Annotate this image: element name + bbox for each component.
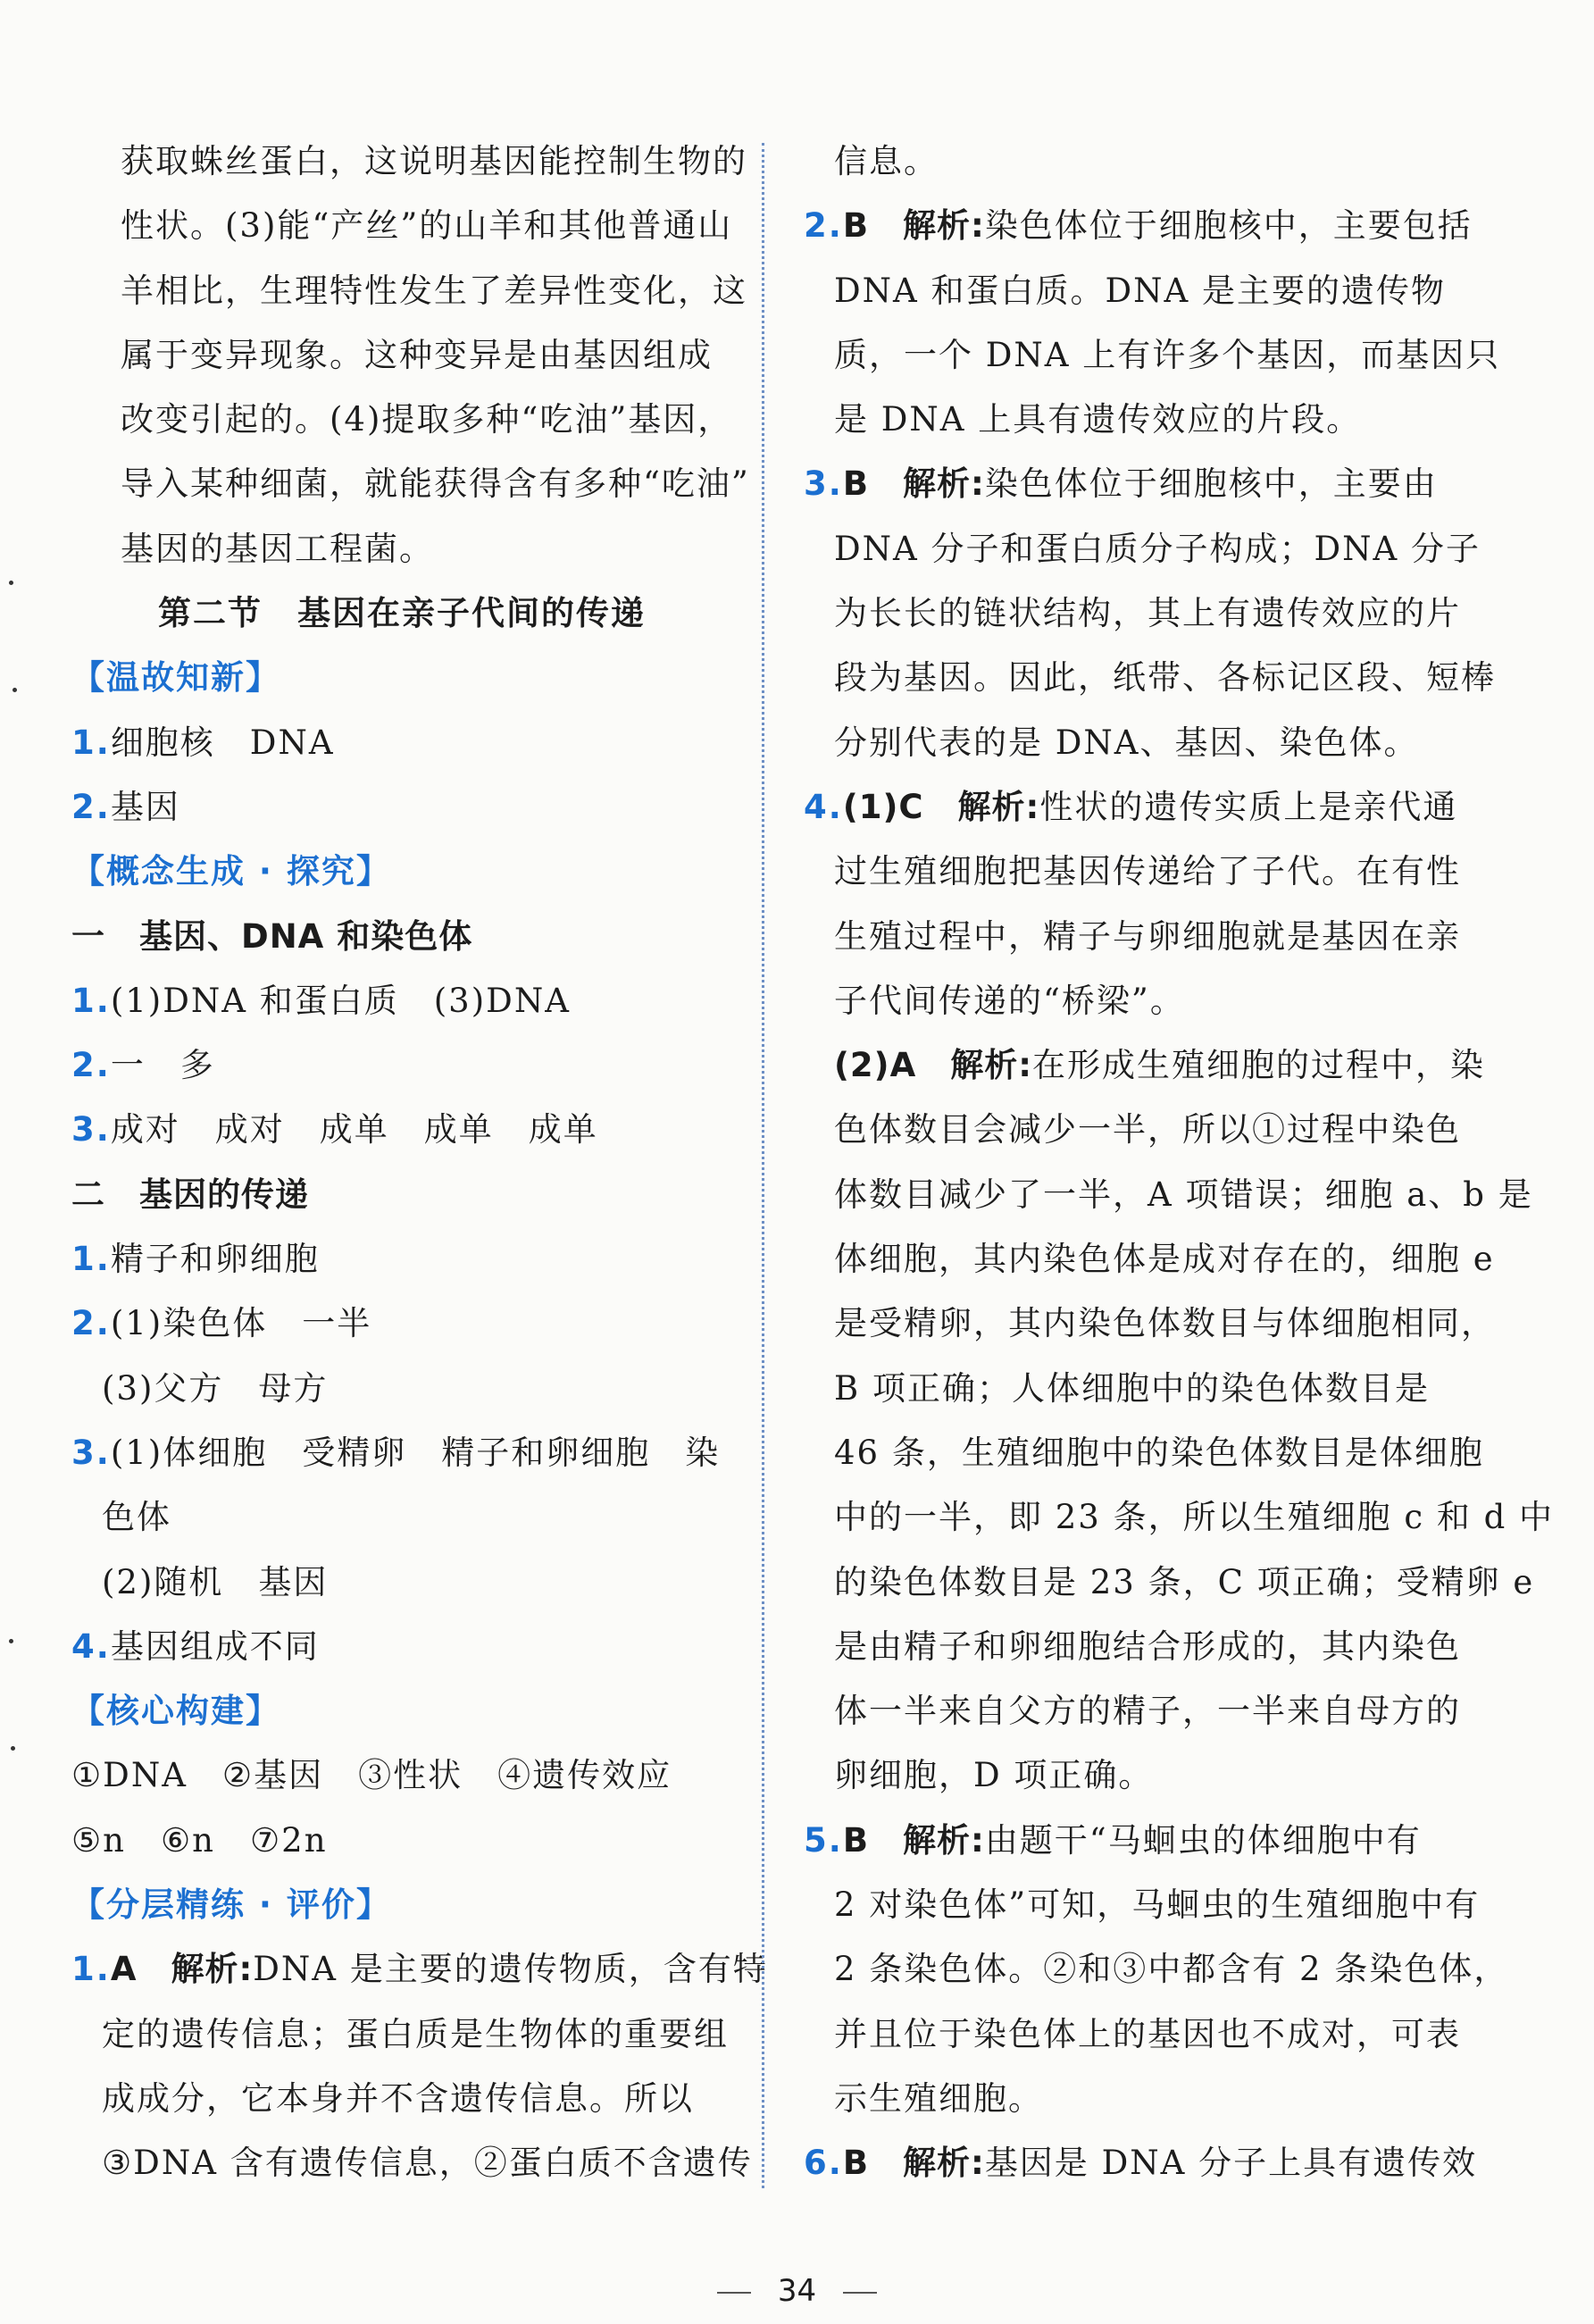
answer-item bbox=[804, 775, 1458, 840]
answer-label: (2)A 解析: bbox=[834, 1046, 1032, 1085]
item-number: 4. bbox=[71, 1626, 111, 1666]
footer-dash-left bbox=[717, 2292, 751, 2294]
answer-label: B 解析: bbox=[842, 464, 985, 504]
answer-text: 是由精子和卵细胞结合形成的，其内染色 bbox=[834, 1626, 1461, 1666]
subsection-heading-text: 一 基因、DNA 和染色体 bbox=[71, 916, 473, 956]
answer-text: 为长长的链状结构，其上有遗传效应的片 bbox=[834, 594, 1461, 633]
answer-text: ③DNA 含有遗传信息，②蛋白质不含遗传 bbox=[102, 2144, 753, 2183]
section-title-text: 第二节 基因在亲子代间的传递 bbox=[158, 594, 646, 633]
text-line bbox=[71, 130, 747, 194]
item-number: 1. bbox=[71, 723, 111, 762]
item-number: 5. bbox=[804, 1820, 843, 1860]
text-line bbox=[804, 1743, 1447, 1808]
paragraph-text: 基因的基因工程菌。 bbox=[121, 529, 434, 568]
answer-text: 基因组成不同 bbox=[110, 1626, 320, 1666]
paragraph-text: 获取蛛丝蛋白，这说明基因能控制生物的 bbox=[121, 142, 747, 180]
answer-text: 并且位于染色体上的基因也不成对，可表 bbox=[834, 2014, 1461, 2053]
answer-item bbox=[71, 1615, 732, 1679]
answer-text: 染色体位于细胞核中，主要由 bbox=[984, 464, 1438, 504]
text-line bbox=[71, 517, 732, 581]
footer-dash-right bbox=[843, 2292, 877, 2294]
text-line bbox=[804, 1485, 1555, 1550]
text-line bbox=[804, 259, 1447, 323]
text-line bbox=[804, 1551, 1535, 1615]
margin-dot bbox=[9, 581, 13, 585]
item-number: 3. bbox=[71, 1433, 111, 1472]
text-line bbox=[804, 1227, 1495, 1292]
item-number: 2. bbox=[71, 787, 111, 826]
item-number: 3. bbox=[804, 464, 843, 504]
answer-text: ①DNA ②基因 ③性状 ④遗传效应 bbox=[71, 1756, 672, 1795]
answer-text: 性状的遗传实质上是亲代通 bbox=[1039, 787, 1458, 826]
item-number: 2. bbox=[71, 1304, 111, 1343]
answer-item bbox=[71, 1033, 732, 1098]
answer-text: 细胞核 DNA bbox=[110, 723, 335, 762]
answer-text: 基因 bbox=[110, 787, 180, 826]
answer-text: 成对 成对 成单 成单 成单 bbox=[110, 1110, 598, 1149]
text-line bbox=[804, 1615, 1461, 1679]
text-line bbox=[71, 2067, 732, 2131]
text-line bbox=[804, 1937, 1509, 2002]
item-number: 4. bbox=[804, 787, 843, 826]
text-line bbox=[71, 1485, 732, 1550]
page-number: 34 bbox=[777, 2273, 817, 2309]
answer-text: 2 对染色体”可知，马蛔虫的生殖细胞中有 bbox=[834, 1885, 1481, 1925]
answer-text: 体数目减少了一半，A 项错误；细胞 a、b 是 bbox=[834, 1175, 1533, 1214]
paragraph-text: 导入某种细菌，就能获得含有多种“吃油” bbox=[121, 464, 750, 504]
section-header-text: 【温故知新】 bbox=[71, 658, 280, 698]
answer-item bbox=[71, 1421, 732, 1485]
answer-text: 信息。 bbox=[834, 142, 939, 180]
text-line bbox=[804, 1098, 1461, 1162]
text-line bbox=[71, 1357, 732, 1421]
section-header bbox=[71, 646, 732, 710]
text-line bbox=[804, 1357, 1447, 1421]
answer-text: 基因是 DNA 分子上具有遗传效 bbox=[984, 2144, 1478, 2183]
item-number: 1. bbox=[71, 1240, 111, 1279]
text-line bbox=[71, 2002, 732, 2067]
section-header bbox=[71, 840, 732, 904]
answer-text: 体一半来自父方的精子，一半来自母方的 bbox=[834, 1692, 1461, 1731]
answer-text: DNA 分子和蛋白质分子构成；DNA 分子 bbox=[834, 529, 1481, 568]
paragraph-text: 性状。(3)能“产丝”的山羊和其他普通山 bbox=[121, 206, 733, 246]
answer-text: 一 多 bbox=[110, 1046, 215, 1085]
answer-item bbox=[804, 194, 1473, 258]
answer-text: 是受精卵，其内染色体数目与体细胞相同， bbox=[834, 1304, 1496, 1343]
answer-text: 精子和卵细胞 bbox=[110, 1240, 320, 1279]
item-number: 3. bbox=[71, 1110, 111, 1149]
text-line bbox=[804, 711, 1447, 775]
answer-text: 色体数目会减少一半，所以①过程中染色 bbox=[834, 1110, 1461, 1149]
section-title bbox=[71, 581, 732, 646]
answer-text: 中的一半，即 23 条，所以生殖细胞 c 和 d 中 bbox=[834, 1498, 1555, 1537]
text-line bbox=[804, 581, 1461, 646]
item-number: 2. bbox=[71, 1046, 111, 1085]
item-number: 6. bbox=[804, 2144, 843, 2183]
answer-item bbox=[71, 1098, 732, 1162]
answer-item bbox=[71, 711, 732, 775]
answer-text: 体细胞，其内染色体是成对存在的，细胞 e bbox=[834, 1240, 1495, 1279]
text-line bbox=[71, 194, 732, 258]
text-line bbox=[804, 905, 1461, 969]
answer-text: B 项正确；人体细胞中的染色体数目是 bbox=[834, 1368, 1430, 1408]
text-line bbox=[804, 969, 1447, 1033]
text-line bbox=[804, 1421, 1484, 1485]
answer-item bbox=[804, 2131, 1478, 2195]
item-number: 1. bbox=[71, 1950, 111, 1989]
section-header bbox=[71, 1873, 732, 1937]
answer-text: 2 条染色体。②和③中都含有 2 条染色体， bbox=[834, 1950, 1509, 1989]
right-column bbox=[804, 130, 1555, 2196]
section-header bbox=[71, 1679, 732, 1743]
text-line bbox=[804, 840, 1461, 904]
answer-item bbox=[71, 1937, 768, 2002]
answer-item bbox=[71, 1227, 732, 1292]
answer-text: (1)体细胞 受精卵 精子和卵细胞 染 bbox=[110, 1433, 721, 1472]
section-header-text: 【概念生成 · 探究】 bbox=[71, 852, 391, 891]
answer-item bbox=[804, 452, 1447, 516]
answer-item bbox=[804, 1809, 1447, 1873]
answer-text: 分别代表的是 DNA、基因、染色体。 bbox=[834, 723, 1419, 762]
text-line bbox=[71, 1551, 732, 1615]
margin-dot bbox=[9, 1639, 13, 1643]
answer-text: 的染色体数目是 23 条，C 项正确；受精卵 e bbox=[834, 1562, 1535, 1601]
text-line bbox=[804, 323, 1501, 388]
answer-text: (2)随机 基因 bbox=[102, 1562, 329, 1601]
paragraph-text: 改变引起的。(4)提取多种“吃油”基因， bbox=[121, 400, 733, 439]
answer-label: (1)C 解析: bbox=[842, 787, 1040, 826]
text-line bbox=[71, 2131, 753, 2195]
subsection-heading-text: 二 基因的传递 bbox=[71, 1175, 309, 1214]
text-line bbox=[804, 517, 1481, 581]
answer-text: 46 条，生殖细胞中的染色体数目是体细胞 bbox=[834, 1433, 1484, 1472]
left-column bbox=[71, 130, 768, 2196]
answer-text: (1)DNA 和蛋白质 (3)DNA bbox=[110, 981, 571, 1020]
column-divider bbox=[762, 143, 764, 2188]
answer-text: ⑤n ⑥n ⑦2n bbox=[71, 1820, 328, 1860]
text-line bbox=[71, 388, 732, 452]
answer-text: 子代间传递的“桥梁”。 bbox=[834, 981, 1185, 1020]
margin-dot bbox=[13, 688, 17, 692]
text-line bbox=[804, 1873, 1481, 1937]
answer-text: 定的遗传信息；蛋白质是生物体的重要组 bbox=[102, 2014, 729, 2053]
answer-text: 示生殖细胞。 bbox=[834, 2078, 1043, 2118]
answer-text: 质，一个 DNA 上有许多个基因，而基因只 bbox=[834, 335, 1501, 374]
text-line bbox=[71, 452, 750, 516]
paragraph-text: 属于变异现象。这种变异是由基因组成 bbox=[121, 335, 713, 374]
item-number: 2. bbox=[804, 206, 843, 246]
subsection-heading bbox=[71, 905, 732, 969]
answer-text: 染色体位于细胞核中，主要包括 bbox=[984, 206, 1473, 246]
answer-item bbox=[71, 775, 732, 840]
subsection-heading bbox=[71, 1163, 732, 1227]
answer-label: B 解析: bbox=[842, 1820, 985, 1860]
answer-text: 卵细胞，D 项正确。 bbox=[834, 1756, 1154, 1795]
answer-text: (1)染色体 一半 bbox=[110, 1304, 372, 1343]
answer-text: 在形成生殖细胞的过程中，染 bbox=[1032, 1046, 1485, 1085]
answer-label: A 解析: bbox=[110, 1950, 254, 1989]
answer-text: 由题干“马蛔虫的体细胞中有 bbox=[984, 1820, 1422, 1860]
answer-text: (3)父方 母方 bbox=[102, 1368, 329, 1408]
text-line bbox=[804, 2002, 1461, 2067]
answer-label: B 解析: bbox=[842, 206, 985, 246]
text-line bbox=[804, 388, 1447, 452]
section-header-text: 【核心构建】 bbox=[71, 1692, 280, 1731]
page-footer bbox=[0, 2273, 1594, 2309]
paragraph-text: 羊相比，生理特性发生了差异性变化，这 bbox=[121, 271, 747, 310]
answer-text: 过生殖细胞把基因传递给了子代。在有性 bbox=[834, 852, 1461, 891]
text-line bbox=[804, 1163, 1533, 1227]
text-line bbox=[804, 646, 1496, 710]
text-line bbox=[804, 1292, 1496, 1356]
answer-text: DNA 和蛋白质。DNA 是主要的遗传物 bbox=[834, 271, 1447, 310]
text-line bbox=[71, 1809, 732, 1873]
answer-text: 成成分，它本身并不含遗传信息。所以 bbox=[102, 2078, 694, 2118]
text-line bbox=[804, 2067, 1447, 2131]
answer-text: 是 DNA 上具有遗传效应的片段。 bbox=[834, 400, 1362, 439]
item-number: 1. bbox=[71, 981, 111, 1020]
answer-text: 生殖过程中，精子与卵细胞就是基因在亲 bbox=[834, 916, 1461, 956]
answer-text: 段为基因。因此，纸带、各标记区段、短棒 bbox=[834, 658, 1496, 698]
margin-dot bbox=[11, 1746, 15, 1751]
text-line bbox=[71, 1743, 732, 1808]
text-line bbox=[804, 1679, 1461, 1743]
answer-item bbox=[71, 1292, 732, 1356]
text-line bbox=[804, 130, 1447, 194]
answer-text: 色体 bbox=[102, 1498, 171, 1537]
answer-label: B 解析: bbox=[842, 2144, 985, 2183]
text-line bbox=[71, 323, 732, 388]
answer-text: DNA 是主要的遗传物质，含有特 bbox=[253, 1950, 768, 1989]
answer-item bbox=[71, 969, 732, 1033]
section-header-text: 【分层精练 · 评价】 bbox=[71, 1885, 391, 1925]
text-line bbox=[804, 1033, 1485, 1098]
text-line bbox=[71, 259, 747, 323]
